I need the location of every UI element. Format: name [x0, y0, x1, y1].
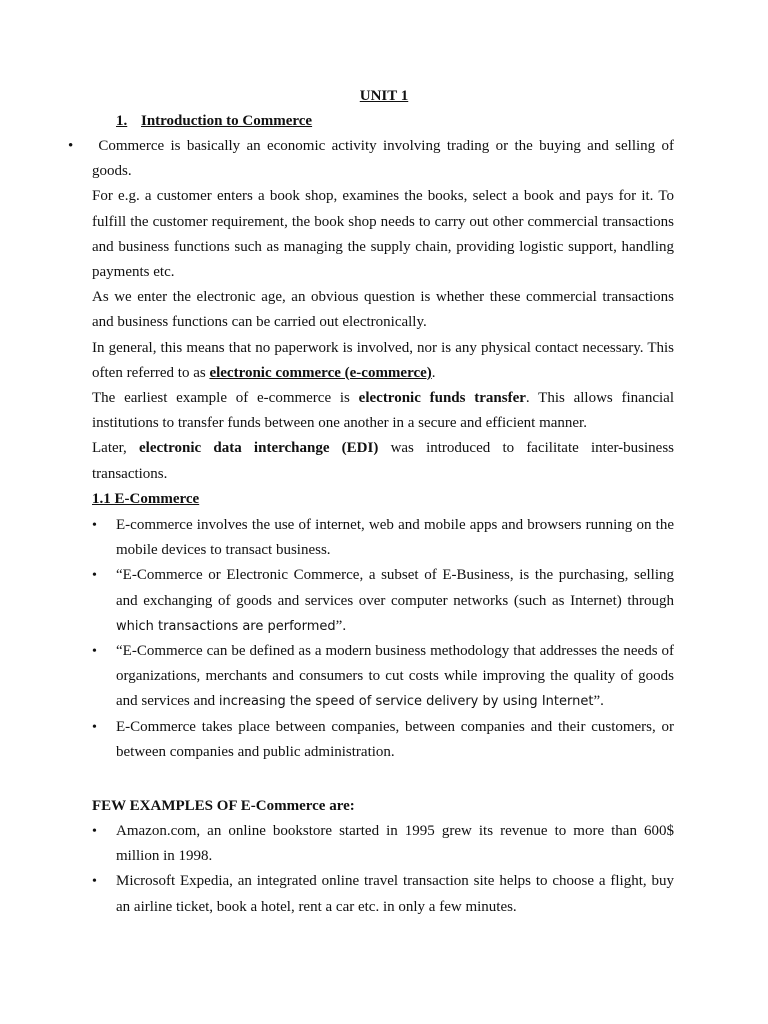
- bullet-marker: •: [92, 824, 97, 839]
- list-item: [92, 639, 674, 715]
- bullet-marker: •: [92, 568, 97, 584]
- list-item-text: E-Commerce takes place between companies, between companies and their customers, or between companies and public administration.: [116, 718, 674, 760]
- intro-p5-text: The earliest example of e-commerce is: [92, 390, 359, 407]
- term-edi: electronic data interchange (EDI): [139, 440, 379, 457]
- intro-paragraph-6: [92, 436, 674, 486]
- intro-text: [92, 134, 674, 487]
- unit-title-text: UNIT 1: [359, 88, 409, 104]
- list-item: [92, 563, 674, 639]
- bullet-marker: •: [92, 719, 97, 735]
- list-item-text-sans: which transactions are performed: [116, 618, 336, 634]
- bullet-marker: •: [92, 518, 97, 533]
- list-item-text: Amazon.com, an online bookstore started in 1995 grew its revenue to more than 600$ million in 1998.: [116, 823, 674, 865]
- intro-paragraph-2: For e.g. a customer enters a book shop, examines the books, select a book and pays for it. To fulfill the customer requirement, the book shop needs to carry out other commercial transactions and business functions such as managing the supply chain, providing logistic support, handling payments etc.: [92, 188, 674, 281]
- list-item: [92, 513, 674, 563]
- list-item-text: E-commerce involves the use of internet, web and mobile apps and browsers running on the mobile devices to transact business.: [116, 517, 674, 559]
- intro-p5-end: . This allows financial institutions to transfer funds between one another in a secure and efficient manner.: [92, 390, 674, 432]
- list-item-text: Microsoft Expedia, an integrated online travel transaction site helps to choose a flight, buy an airline ticket, book a hotel, rent a car etc. in only a few minutes.: [116, 873, 674, 915]
- bullet-marker: •: [68, 138, 74, 154]
- intro-paragraph-1: [92, 134, 674, 184]
- intro-p6-end: was introduced to facilitate inter-business transactions.: [92, 440, 674, 482]
- examples-heading: FEW EXAMPLES OF E-Commerce are:: [92, 798, 355, 814]
- intro-paragraph-4: [92, 336, 674, 386]
- term-electronic-funds-transfer: electronic funds transfer: [358, 390, 526, 407]
- examples-bullet-list: [92, 819, 674, 920]
- intro-paragraph-5: [92, 386, 674, 436]
- intro-p4-end: .: [431, 364, 436, 381]
- list-item-text: “E-Commerce or Electronic Commerce, a subset of E-Business, is the purchasing, selling and exchanging of goods and services over computer networks (such as Internet) through: [116, 567, 674, 609]
- section-heading-introduction: [116, 111, 312, 131]
- section-title: Introduction to Commerce: [141, 113, 313, 129]
- list-item: [92, 819, 674, 869]
- list-item: [92, 715, 674, 765]
- list-item-text-end: ”.: [593, 693, 604, 710]
- ecommerce-bullet-list: [92, 513, 674, 765]
- intro-p4-text: In general, this means that no paperwork is involved, nor is any physical contact necessary. This often referred to as: [92, 339, 674, 381]
- unit-title: [0, 86, 768, 106]
- term-electronic-commerce: electronic commerce (e-commerce): [209, 364, 432, 381]
- section-number: 1.: [116, 113, 128, 129]
- list-item: [92, 869, 674, 919]
- list-item-text-end: ”.: [335, 617, 347, 634]
- list-item-text: “E-Commerce can be defined as a modern business methodology that addresses the needs of organizations, merchants and consumers to cut costs while improving the quality of goods and services and: [116, 643, 674, 710]
- bullet-marker: •: [92, 874, 97, 890]
- intro-p6-text: Later,: [92, 440, 139, 457]
- intro-paragraph-3: As we enter the electronic age, an obvious question is whether these commercial transactions and business functions can be carried out electronically.: [92, 289, 674, 331]
- section-heading-ecommerce: 1.1 E-Commerce: [92, 491, 200, 507]
- bullet-marker: •: [92, 644, 97, 660]
- list-item-text-sans: increasing the speed of service delivery by using Internet: [218, 694, 594, 710]
- intro-p1-text: Commerce is basically an economic activity involving trading or the buying and selling of goods.: [92, 138, 674, 180]
